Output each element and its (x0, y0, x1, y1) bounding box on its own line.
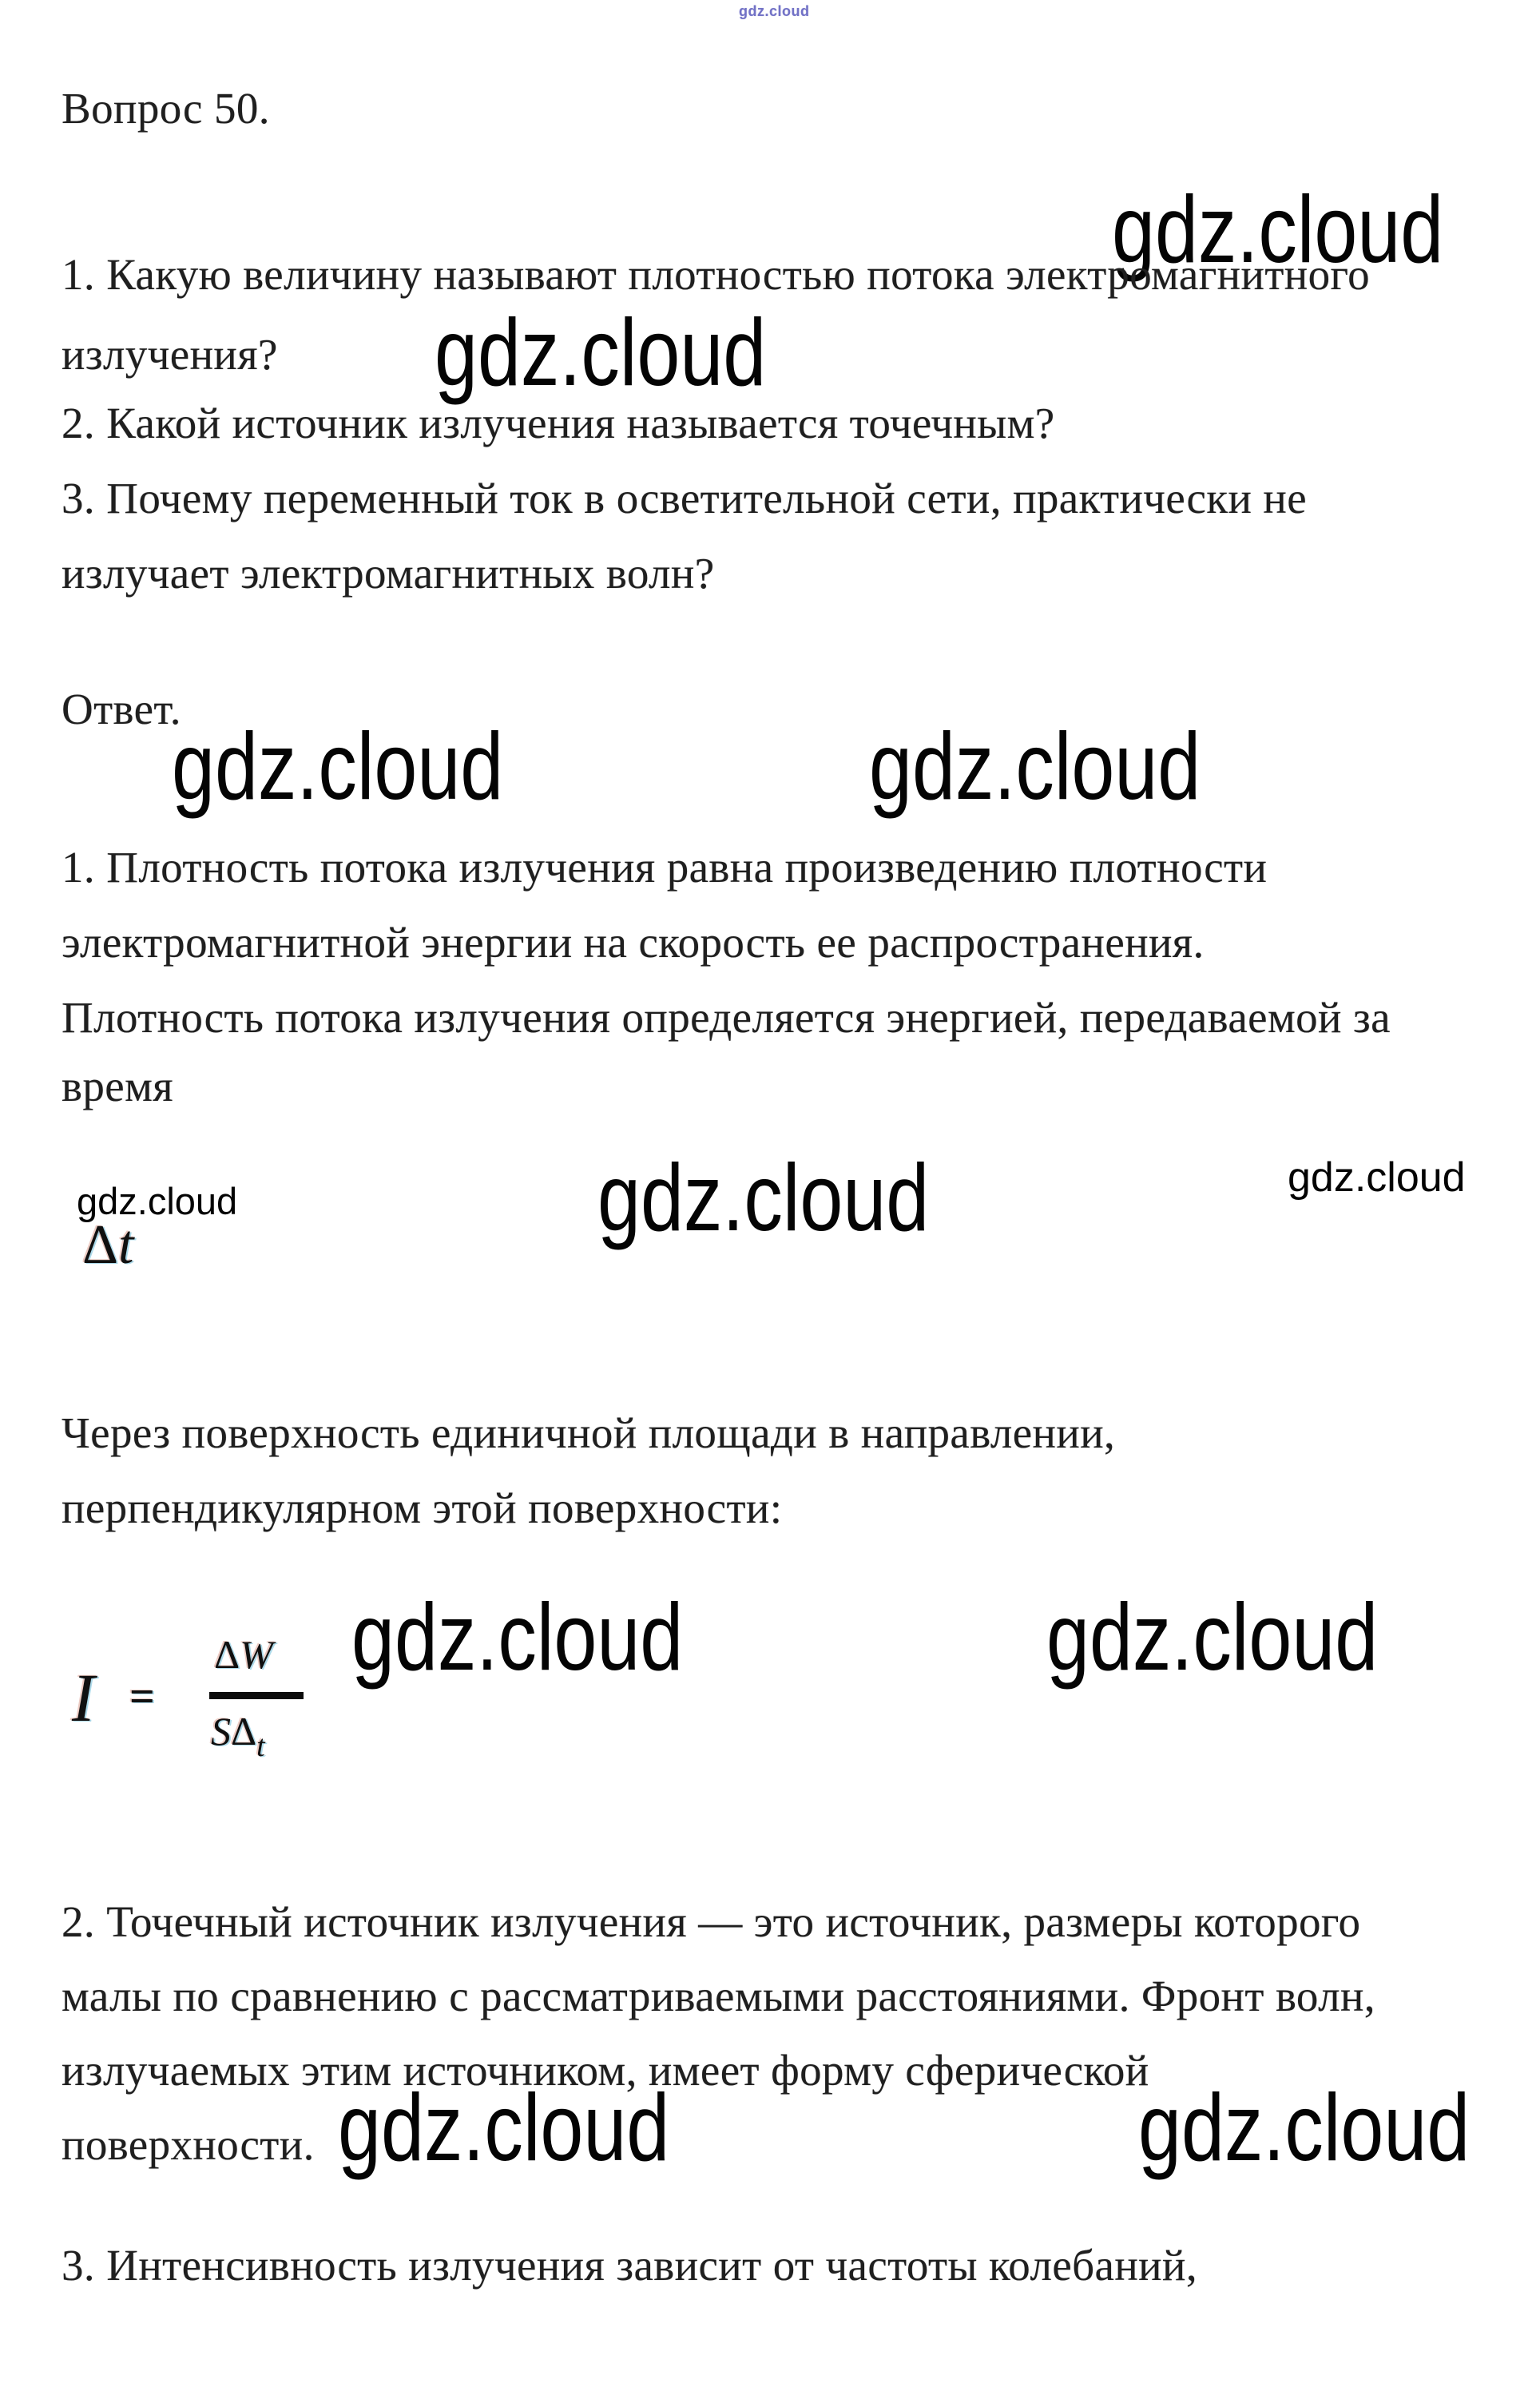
answer-1-line-5: Через поверхность единичной площади в направлении, (62, 1408, 1116, 1457)
watermark-gdz-cloud: gdz.cloud (351, 1583, 684, 1690)
formula-numerator: ΔW (214, 1632, 273, 1677)
watermark-gdz-cloud-top: gdz.cloud (739, 3, 810, 19)
watermark-gdz-cloud: gdz.cloud (1288, 1154, 1466, 1201)
question-1-line-2: излучения? (62, 330, 278, 379)
watermark-gdz-cloud: gdz.cloud (172, 713, 504, 820)
delta-symbol: Δ (82, 1214, 119, 1276)
answer-2-line-2: малы по сравнению с рассматриваемыми расстояниями. Фронт волн, (62, 1972, 1375, 2020)
delta-t-formula (82, 1214, 134, 1276)
watermark-gdz-cloud: gdz.cloud (597, 1144, 930, 1251)
answer-3-line-1: 3. Интенсивность излучения зависит от частоты колебаний, (62, 2241, 1197, 2290)
answer-1-line-4: время (62, 1062, 173, 1110)
watermark-gdz-cloud: gdz.cloud (1112, 176, 1444, 283)
answer-label: Ответ. (62, 685, 181, 733)
watermark-gdz-cloud: gdz.cloud (338, 2074, 670, 2181)
answer-1-line-2: электромагнитной энергии на скорость ее распространения. (62, 918, 1205, 967)
watermark-gdz-cloud: gdz.cloud (1138, 2074, 1471, 2181)
answer-2-line-1: 2. Точечный источник излучения — это источник, размеры которого (62, 1897, 1361, 1946)
answer-2-line-4: поверхности. (62, 2120, 315, 2169)
answer-1-line-1: 1. Плотность потока излучения равна произведению плотности (62, 843, 1268, 892)
answer-2-line-3: излучаемых этим источником, имеет форму сферической (62, 2046, 1149, 2095)
intensity-variable: I (72, 1659, 95, 1736)
question-1-line-1: 1. Какую величину называют плотностью потока электромагнитного (62, 250, 1370, 299)
question-3-line-2: излучает электромагнитных волн? (62, 549, 715, 598)
watermark-gdz-cloud: gdz.cloud (435, 299, 767, 406)
watermark-gdz-cloud: gdz.cloud (869, 713, 1201, 820)
equals-sign: = (129, 1672, 153, 1722)
time-variable: t (118, 1214, 134, 1276)
answer-1-line-6: перпендикулярном этой поверхности: (62, 1484, 783, 1532)
question-2: 2. Какой источник излучения называется точечным? (62, 399, 1055, 447)
intensity-formula (72, 1631, 327, 1775)
formula-denominator: $S\Delta_t$ (211, 1709, 265, 1763)
fraction-bar (209, 1692, 304, 1699)
watermark-gdz-cloud: gdz.cloud (77, 1180, 238, 1222)
watermark-gdz-cloud: gdz.cloud (1046, 1583, 1379, 1690)
answer-1-line-3: Плотность потока излучения определяется энергией, передаваемой за (62, 993, 1391, 1042)
question-3-line-1: 3. Почему переменный ток в осветительной сети, практически не (62, 474, 1308, 522)
page-title: Вопрос 50. (62, 84, 270, 133)
